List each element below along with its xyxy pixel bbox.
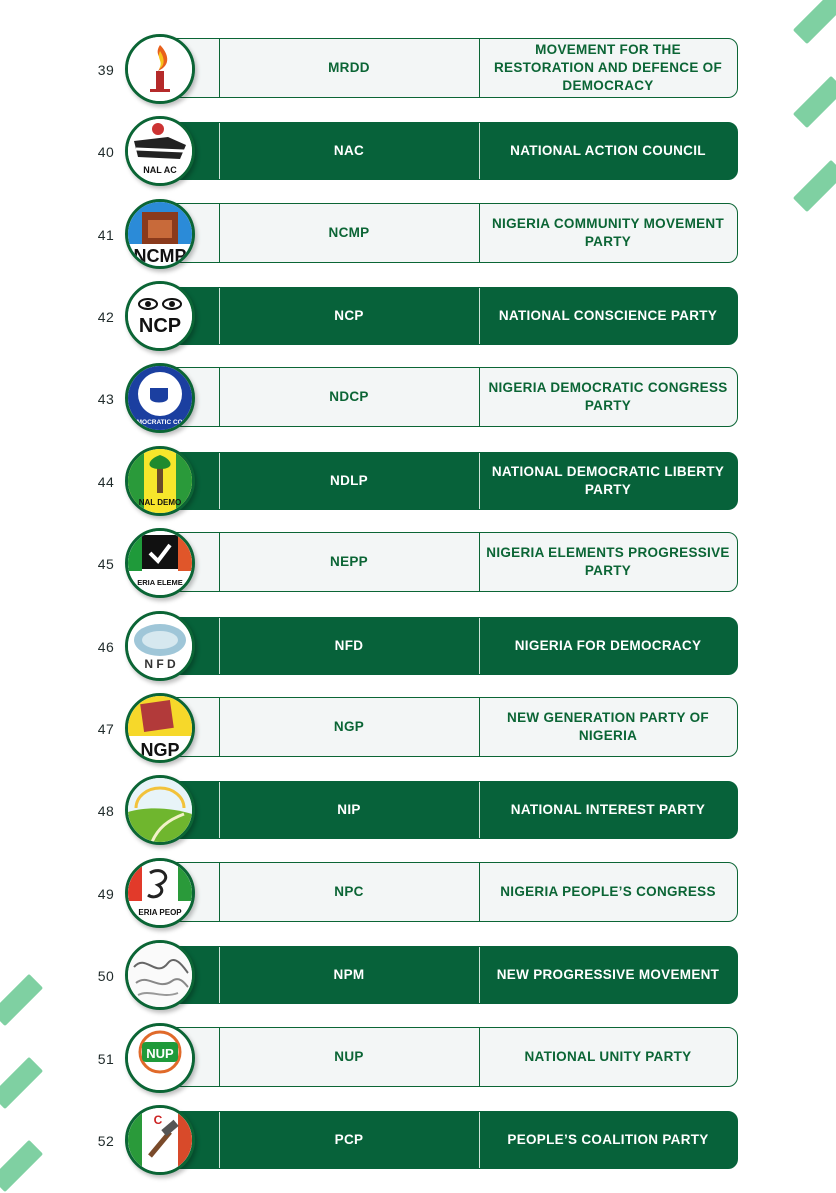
party-number: 47	[97, 721, 115, 737]
field-rainbow-logo-icon	[125, 775, 195, 845]
party-abbreviation: NDLP	[330, 473, 368, 488]
party-info-box	[160, 203, 738, 263]
nfd-globe-logo-icon	[125, 611, 195, 681]
party-number: 42	[97, 309, 115, 325]
party-info-box	[160, 122, 738, 180]
party-abbreviation: NAC	[333, 143, 365, 158]
party-abbreviation: NGP	[333, 719, 365, 734]
party-number: 41	[97, 227, 115, 243]
party-row	[0, 1100, 836, 1182]
party-abbreviation: NDCP	[329, 389, 369, 404]
party-abbreviation: NCP	[334, 308, 364, 323]
party-abbreviation: NIP	[337, 802, 361, 817]
party-abbreviation: MRDD	[328, 60, 370, 75]
party-number: 39	[97, 62, 115, 78]
party-number: 48	[97, 803, 115, 819]
party-number: 40	[97, 144, 115, 160]
hammer-logo-icon	[125, 1105, 195, 1175]
party-full-name: NIGERIA ELEMENTS PROGRESSIVE PARTY	[486, 545, 730, 578]
npm-sketch-logo-icon	[125, 940, 195, 1010]
party-info-box	[160, 617, 738, 675]
svg-text:NCP: NCP	[138, 315, 182, 337]
party-row	[0, 111, 836, 193]
party-number: 49	[97, 886, 115, 902]
party-abbreviation: NFD	[334, 638, 364, 653]
nup-map-logo-icon	[125, 1023, 195, 1093]
palm-tree-logo-icon	[125, 446, 195, 516]
party-abbreviation: NEPP	[330, 554, 368, 569]
party-row	[0, 688, 836, 770]
svg-text:NAL DEMO: NAL DEMO	[138, 498, 182, 507]
party-info-box	[160, 367, 738, 427]
party-row	[0, 770, 836, 852]
party-row	[0, 853, 836, 935]
party-abbreviation: PCP	[334, 1132, 364, 1147]
svg-text:DEMOCRATIC CONG: DEMOCRATIC CONG	[128, 419, 192, 426]
party-row	[0, 606, 836, 688]
party-row	[0, 358, 836, 440]
party-full-name: NIGERIA PEOPLE’S CONGRESS	[500, 884, 716, 899]
party-full-name: NEW PROGRESSIVE MOVEMENT	[496, 967, 720, 982]
ncmp-logo-icon	[125, 199, 195, 269]
party-number: 50	[97, 968, 115, 984]
svg-text:N F D: N F D	[144, 657, 176, 671]
party-full-name: NIGERIA DEMOCRATIC CONGRESS PARTY	[488, 380, 728, 413]
party-full-name: NATIONAL ACTION COUNCIL	[510, 143, 706, 158]
party-number: 44	[97, 474, 115, 490]
party-number: 51	[97, 1051, 115, 1067]
svg-text:ERIA PEOP: ERIA PEOP	[138, 908, 182, 917]
svg-text:NUP: NUP	[146, 1046, 174, 1061]
party-number: 52	[97, 1133, 115, 1149]
party-info-box	[160, 781, 738, 839]
party-full-name: NIGERIA FOR DEMOCRACY	[514, 638, 702, 653]
party-row	[0, 276, 836, 358]
party-full-name: NIGERIA COMMUNITY MOVEMENT PARTY	[491, 216, 725, 249]
party-info-box	[160, 1027, 738, 1087]
party-full-name: NEW GENERATION PARTY OF NIGERIA	[507, 710, 709, 743]
party-info-box	[160, 452, 738, 510]
party-row	[0, 441, 836, 523]
party-full-name: PEOPLE’S COALITION PARTY	[507, 1132, 709, 1147]
party-row	[0, 935, 836, 1017]
party-abbreviation: NUP	[334, 1049, 364, 1064]
svg-text:ERIA ELEME: ERIA ELEME	[137, 578, 183, 587]
nac-map-logo-icon	[125, 116, 195, 186]
party-number: 45	[97, 556, 115, 572]
party-number: 46	[97, 639, 115, 655]
party-abbreviation: NPM	[333, 967, 365, 982]
party-info-box	[160, 287, 738, 345]
party-abbreviation: NCMP	[328, 225, 370, 240]
party-full-name: MOVEMENT FOR THE RESTORATION AND DEFENCE OF DEMOCRACY	[493, 42, 723, 93]
party-full-name: NATIONAL UNITY PARTY	[524, 1049, 692, 1064]
party-row	[0, 29, 836, 111]
torch-logo-icon	[125, 34, 195, 104]
party-info-box	[160, 1111, 738, 1169]
party-info-box	[160, 862, 738, 922]
party-info-box	[160, 532, 738, 592]
party-abbreviation: NPC	[334, 884, 364, 899]
party-info-box	[160, 697, 738, 757]
npc-flag-logo-icon	[125, 858, 195, 928]
party-full-name: NATIONAL DEMOCRATIC LIBERTY PARTY	[491, 464, 725, 497]
party-full-name: NATIONAL INTEREST PARTY	[510, 802, 706, 817]
party-info-box	[160, 38, 738, 98]
svg-text:NCMP: NCMP	[133, 246, 187, 266]
party-full-name: NATIONAL CONSCIENCE PARTY	[498, 308, 718, 323]
ngp-logo-icon	[125, 693, 195, 763]
party-number: 43	[97, 391, 115, 407]
party-row	[0, 523, 836, 605]
party-row	[0, 1018, 836, 1100]
ndcp-cup-logo-icon	[125, 363, 195, 433]
party-info-box	[160, 946, 738, 1004]
svg-text:C: C	[153, 1113, 163, 1127]
checkmark-logo-icon	[125, 528, 195, 598]
party-row	[0, 194, 836, 276]
svg-text:NAL AC: NAL AC	[143, 165, 177, 175]
svg-text:NGP: NGP	[140, 740, 180, 760]
ncp-eyes-logo-icon	[125, 281, 195, 351]
